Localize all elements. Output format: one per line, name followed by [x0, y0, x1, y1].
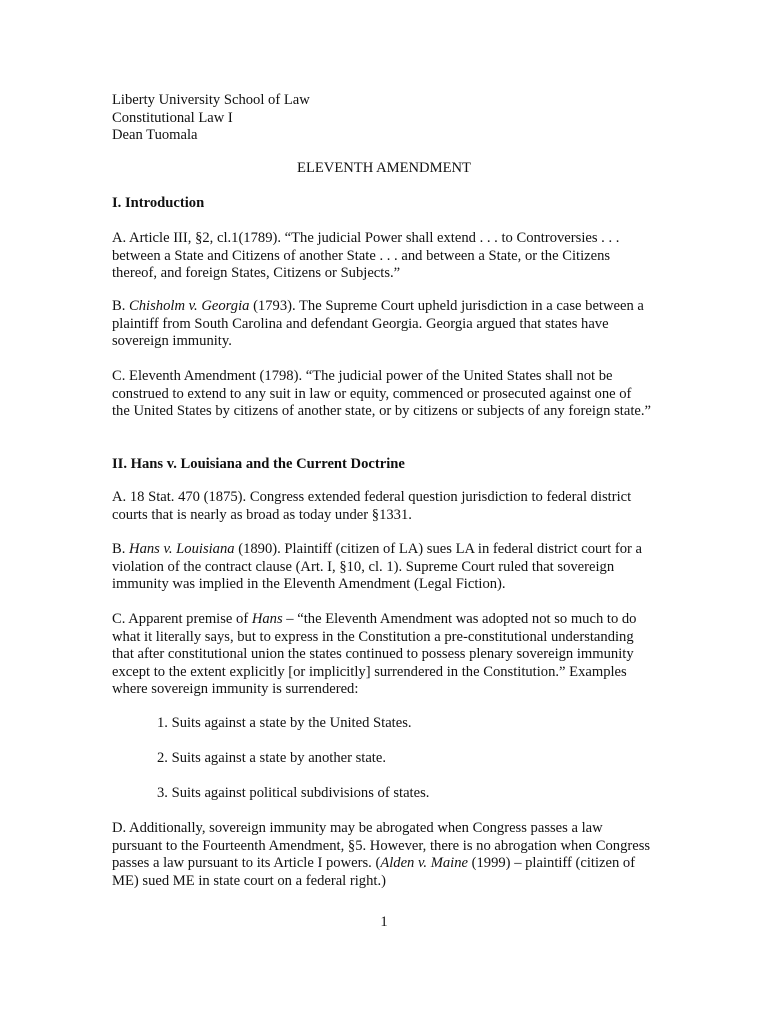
page-number: 1: [380, 914, 388, 930]
paragraph-text: (1793). The Supreme Court upheld jurisdiction in a case between a plaintiff from South Carolina and defendant Georgia. Georgia argued that states have sovereign immunity.: [112, 298, 644, 349]
section-2-heading: II. Hans v. Louisiana and the Current Doctrine: [112, 456, 405, 472]
section-1-paragraph-a: [112, 230, 652, 283]
paragraph-label: A.: [112, 489, 130, 505]
section-1-paragraph-b: [112, 298, 652, 351]
paragraph-label: A.: [112, 230, 130, 246]
case-name: Hans v. Louisiana: [129, 541, 235, 557]
paragraph-text: – “the Eleventh Amendment was adopted not so much to do what it literally says, but to express in the Constitution a pre-constitutional understanding that after constitutional union the states continued to possess plenary sovereign immunity except to the extent explicitly [or implicitly] surrendered in the Constitution.” Examples where sovereign immunity is surrendered:: [112, 611, 637, 697]
list-item: 2. Suits against a state by another state.: [157, 750, 386, 766]
section-2-paragraph-b: [112, 541, 652, 594]
paragraph-text: Apparent premise of: [128, 611, 252, 627]
paragraph-text: (1999) – plaintiff (citizen of ME) sued ME in state court on a federal right.): [112, 855, 636, 889]
paragraph-label: B.: [112, 541, 130, 557]
list-item: 3. Suits against political subdivisions of states.: [157, 785, 430, 801]
paragraph-text: Eleventh Amendment (1798). “The judicial power of the United States shall not be construed to extend to any suit in law or equity, commenced or prosecuted against one of the United States by citizens of another state, or by citizens or subjects of any foreign state.”: [112, 368, 651, 419]
section-2-paragraph-c: [112, 611, 652, 699]
paragraph-text: Article III, §2, cl.1(1789). “The judicial Power shall extend . . . to Controversies . . . between a State and Citizens of another State . . . and between a State, or the Citizens thereof, and foreign States, Citizens or Subjects.”: [112, 230, 620, 281]
header-instructor: Dean Tuomala: [112, 127, 198, 143]
document-title: ELEVENTH AMENDMENT: [297, 160, 471, 176]
section-2-paragraph-a: [112, 489, 652, 524]
header-school: Liberty University School of Law: [112, 92, 310, 108]
section-1-paragraph-c: [112, 368, 652, 421]
paragraph-text: 18 Stat. 470 (1875). Congress extended federal question jurisdiction to federal district courts that is nearly as broad as today under §1331.: [112, 489, 632, 523]
paragraph-text: (1890). Plaintiff (citizen of LA) sues LA in federal district court for a violation of the contract clause (Art. I, §10, cl. 1). Supreme Court ruled that sovereign immunity was implied in the Eleventh Amendment (Legal Fiction).: [112, 541, 642, 592]
paragraph-label: C.: [112, 611, 129, 627]
case-name: Hans: [251, 611, 283, 627]
header-course: Constitutional Law I: [112, 109, 233, 126]
paragraph-label: B.: [112, 298, 130, 314]
paragraph-label: C.: [112, 368, 130, 384]
section-1-heading: I. Introduction: [112, 195, 205, 211]
section-2-paragraph-d: [112, 820, 652, 890]
paragraph-label: D.: [112, 820, 130, 836]
document-header: [112, 92, 652, 145]
case-name: Chisholm v. Georgia: [129, 298, 250, 314]
case-name: Alden v. Maine: [380, 855, 468, 871]
list-item: 1. Suits against a state by the United States.: [157, 715, 412, 731]
paragraph-text: Additionally, sovereign immunity may be abrogated when Congress passes a law pursuant to the Fourteenth Amendment, §5. However, there is no abrogation when Congress passes a law pursuant to its Article I powers. (: [112, 820, 651, 871]
